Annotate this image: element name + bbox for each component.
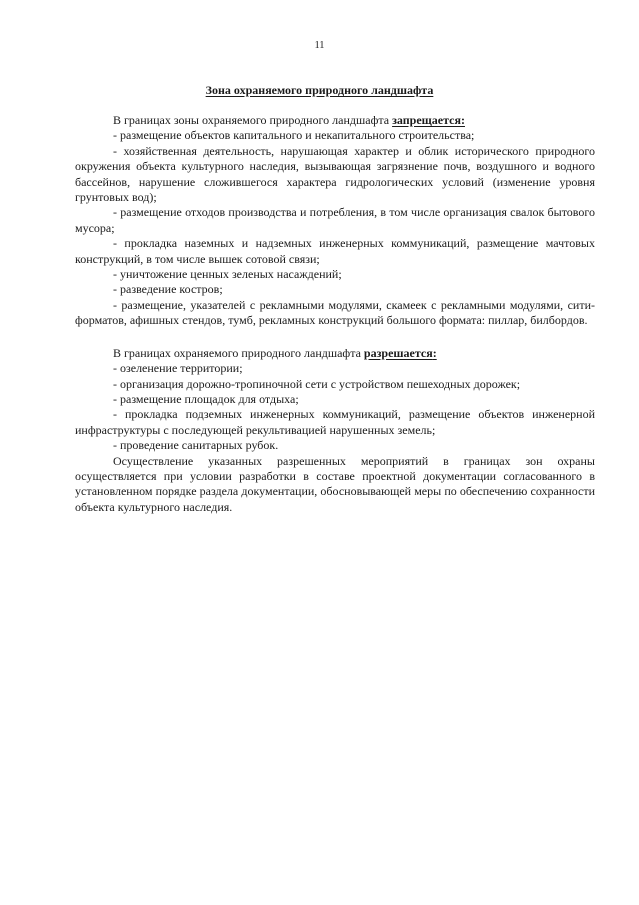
allowed-item: - размещение площадок для отдыха; — [113, 391, 299, 406]
forbidden-item: - размещение, указателей с рекламными модулями, скамеек с рекламными модулями, сити-форматов, афишных стендов, тумб, рекламных конструкций большого формата: пиллар, билбордов. — [75, 297, 595, 328]
allowed-item: - организация дорожно-тропиночной сети с устройством пешеходных дорожек; — [113, 376, 521, 391]
closing-paragraph: Осуществление указанных разрешенных мероприятий в границах зон охраны осуществляется при условии разработки в составе проектной документации согласованного в установленном порядке раздела документации, обосновывающей меры по обеспечению сохранности объекта культурного наследия. — [75, 453, 595, 514]
allowed-item: - озеленение территории; — [113, 361, 243, 376]
forbidden-intro-text: В границах зоны охраняемого природного ландшафта — [113, 113, 390, 127]
forbidden-item: - хозяйственная деятельность, нарушающая характер и облик исторического природного окружения объекта культурного наследия, вызывающая загрязнение почв, воздушного и водного бассейнов, нарушение сложившегося характера гидрологических условий (изменение уровня грунтовых вод); — [75, 143, 595, 205]
allowed-intro — [75, 346, 595, 361]
forbidden-item: - уничтожение ценных зеленых насаждений; — [113, 267, 342, 282]
forbidden-keyword: запрещается — [392, 113, 461, 127]
section-title: Зона охраняемого природного ландшафта — [205, 83, 434, 97]
forbidden-item: - разведение костров; — [113, 282, 223, 297]
forbidden-colon: : — [460, 113, 465, 127]
forbidden-intro — [75, 113, 595, 128]
allowed-keyword: разрешается — [363, 345, 433, 360]
forbidden-item: - размещение объектов капитального и некапитального строительства; — [113, 128, 475, 143]
forbidden-item: - размещение отходов производства и потребления, в том числе организация свалок бытового мусора; — [75, 205, 595, 235]
page-number: 11 — [314, 40, 325, 51]
forbidden-item: - прокладка наземных и надземных инженерных коммуникаций, размещение мачтовых конструкций, в том числе вышек сотовой связи; — [75, 236, 595, 266]
section-spacer — [75, 329, 595, 346]
allowed-item: - проведение санитарных рубок. — [113, 438, 279, 453]
allowed-intro-text: В границах охраняемого природного ландшафта — [113, 345, 361, 360]
allowed-item: - прокладка подземных инженерных коммуникаций, размещение объектов инженерной инфраструктуры с последующей рекультивацией нарушенных земель; — [75, 407, 595, 437]
document-body — [75, 113, 595, 515]
allowed-colon: : — [432, 345, 437, 360]
